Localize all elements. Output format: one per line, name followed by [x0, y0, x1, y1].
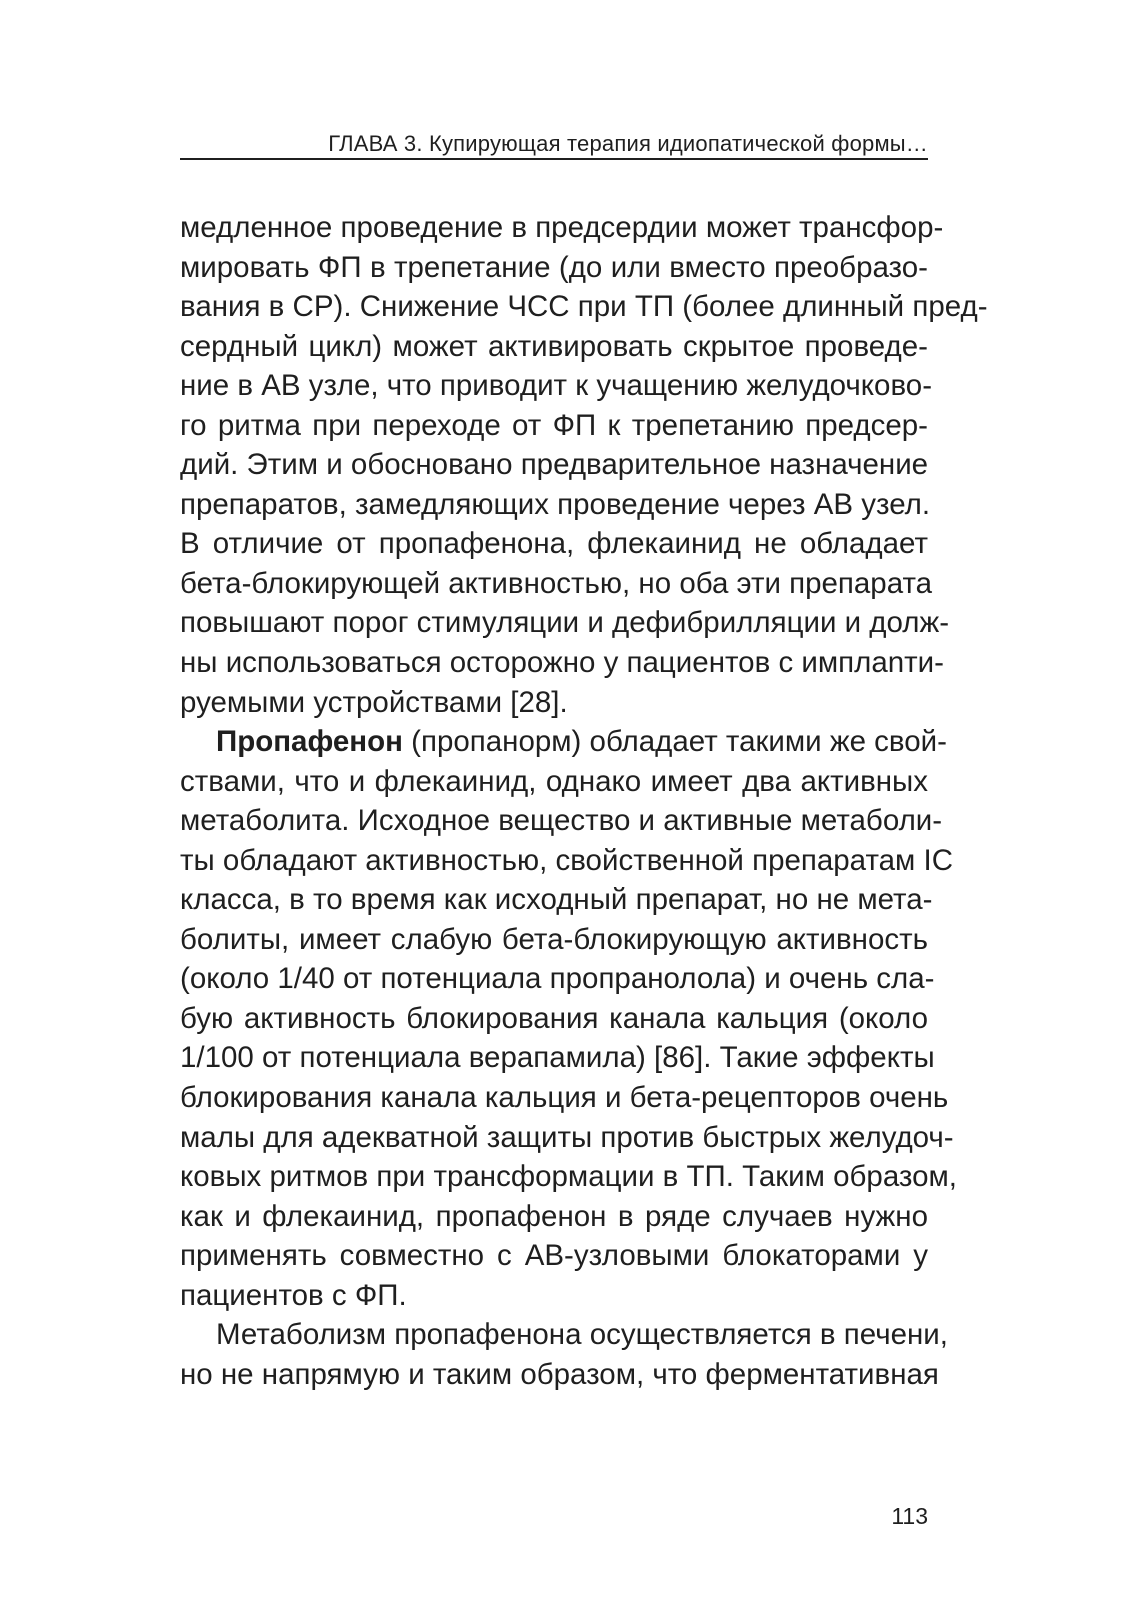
text-line: ны использоваться осторожно у пациентов с имплanти- — [180, 646, 944, 680]
text-line: как и флекаинид, пропафенон в ряде случаев нужно — [180, 1199, 928, 1233]
text-line: (около 1/40 от потенциала пропранолола) и очень сла- — [180, 962, 935, 996]
text-line: болиты, имеет слабую бета-блокирующую активность — [180, 922, 928, 956]
first-line-rest: (пропанорм) обладает такими же свой- — [402, 725, 947, 759]
text-line: пациентов с ФП. — [180, 1278, 407, 1312]
text-line: бую активность блокирования канала кальция (около — [180, 1001, 928, 1035]
text-line: го ритма при переходе от ФП к трепетанию предсер- — [180, 408, 928, 442]
text-line: руемыми устройствами [28]. — [180, 685, 568, 719]
text-line: медленное проведение в предсердии может трансфор- — [180, 211, 944, 244]
body-text — [180, 208, 988, 1394]
header-rule — [180, 158, 928, 160]
text-line: В отличие от пропафенона, флекаинид не обладает — [180, 527, 928, 561]
text-line: ствами, что и флекаинид, однако имеет два активных — [180, 764, 928, 798]
text-line: ты обладают активностью, свойственной препаратам IC — [180, 843, 954, 877]
text-line: препаратов, замедляющих проведение через АВ узел. — [180, 487, 931, 521]
text-line: бета-блокирующей активностью, но оба эти препарата — [180, 566, 933, 600]
text-line: малы для адекватной защиты против быстрых желудоч- — [180, 1120, 954, 1154]
text-line: ковых ритмов при трансформации в ТП. Таким образом, — [180, 1160, 957, 1194]
lead-term: Пропафенон — [216, 725, 403, 759]
paragraph-first-line — [180, 722, 947, 762]
text-line: класса, в то время как исходный препарат, но не мета- — [180, 883, 933, 917]
text-line: Метаболизм пропафенона осуществляется в печени, — [216, 1318, 948, 1352]
text-line: сердный цикл) может активировать скрытое проведе- — [180, 329, 928, 363]
text-line: 1/100 от потенциала верапамила) [86]. Такие эффекты — [180, 1041, 935, 1075]
page-number: 113 — [891, 1503, 928, 1529]
text-line: дий. Этим и обосновано предварительное назначение — [180, 448, 929, 482]
text-line: мировать ФП в трепетание (до или вместо преобразо- — [180, 250, 928, 284]
text-line: ние в АВ узле, что приводит к учащению желудочково- — [180, 369, 933, 403]
text-line: блокирования канала кальция и бета-рецепторов очень — [180, 1081, 949, 1115]
text-line: но не напрямую и таким образом, что ферментативная — [180, 1357, 939, 1391]
text-line: применять совместно с АВ-узловыми блокаторами у — [180, 1239, 928, 1273]
text-line: вания в СР). Снижение ЧСС при ТП (более длинный пред- — [180, 290, 988, 324]
running-header: ГЛАВА 3. Купирующая терапия идиопатической формы… — [328, 131, 928, 156]
text-line: повышают порог стимуляции и дефибрилляции и долж- — [180, 606, 950, 640]
text-line: метаболита. Исходное вещество и активные метаболи- — [180, 804, 943, 838]
